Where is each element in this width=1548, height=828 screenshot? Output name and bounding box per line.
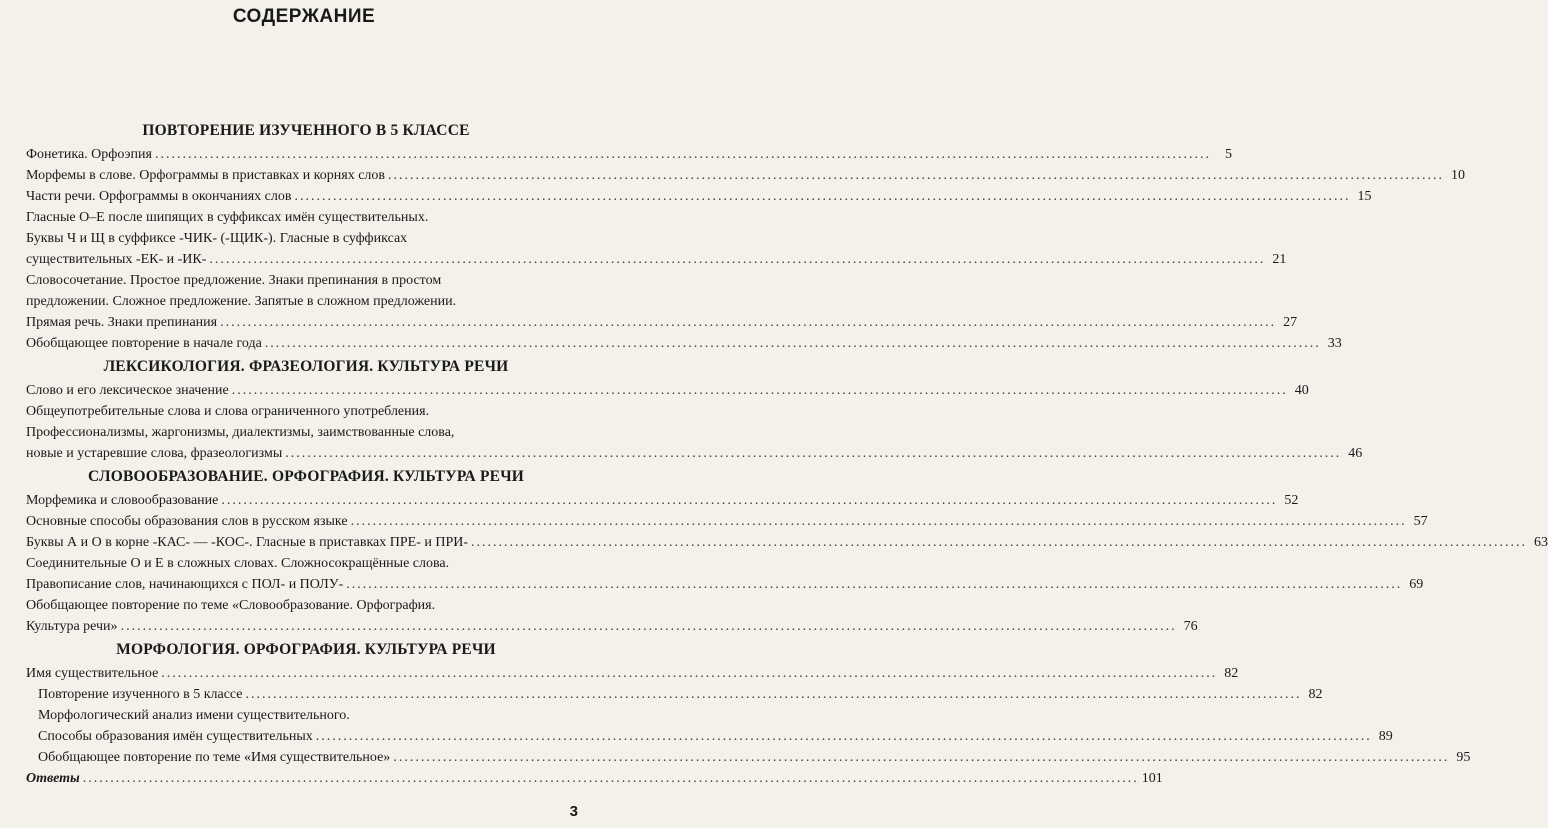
toc-entry-page: 89	[1378, 729, 1393, 744]
toc-entry-title: Обобщающее повторение по теме «Словообразование. Орфография.	[26, 598, 436, 613]
toc-entry-title: Имя существительное	[26, 666, 159, 681]
toc-entry-title: Основные способы образования слов в русском языке	[26, 514, 348, 529]
toc-entry-page: 52	[1284, 493, 1299, 508]
toc-entry-title: Буквы Ч и Щ в суффиксе -ЧИК- (-ЩИК-). Гласные в суффиксах	[26, 231, 408, 246]
toc-entry-title: Повторение изученного в 5 классе	[38, 687, 243, 702]
dot-leader	[83, 768, 1139, 789]
toc-entry[interactable]	[26, 401, 586, 422]
dot-leader	[161, 663, 1217, 684]
toc-entry-page: 40	[1294, 383, 1309, 398]
section-heading: МОРФОЛОГИЯ. ОРФОГРАФИЯ. КУЛЬТУРА РЕЧИ	[116, 641, 496, 658]
dot-leader	[246, 684, 1302, 705]
toc-entry-page: 101	[1141, 771, 1163, 786]
dot-leader	[294, 186, 1350, 207]
toc-entry-title: Морфемы в слове. Орфограммы в приставках и корнях слов	[26, 168, 386, 183]
toc-entry[interactable]	[26, 705, 586, 726]
toc-entry[interactable]	[26, 768, 1163, 789]
toc-entry-title: Профессионализмы, жаргонизмы, диалектизмы, заимствованные слова,	[26, 425, 455, 440]
toc-entry[interactable]	[26, 144, 1232, 165]
toc-entry-title: Соединительные О и Е в сложных словах. Сложносокращённые слова.	[26, 556, 450, 571]
toc-entry-title: Культура речи»	[26, 619, 118, 634]
dot-leader	[232, 380, 1288, 401]
dot-leader	[220, 312, 1276, 333]
dot-leader	[388, 165, 1444, 186]
toc-entry-page: 82	[1224, 666, 1239, 681]
dot-leader	[265, 333, 1321, 354]
toc-entry-page: 69	[1409, 577, 1424, 592]
toc-entry-title: предложении. Сложное предложение. Запятые в сложном предложении.	[26, 294, 457, 309]
dot-leader	[155, 144, 1211, 165]
toc-entry-title: Слово и его лексическое значение	[26, 383, 229, 398]
toc-entry[interactable]	[26, 270, 586, 291]
toc-entry[interactable]	[26, 553, 586, 574]
toc-entry-title: Обобщающее повторение в начале года	[26, 336, 262, 351]
toc-entry[interactable]	[26, 249, 1287, 270]
dot-leader	[471, 532, 1527, 553]
toc-entry[interactable]	[26, 333, 1342, 354]
toc-entry-title: Общеупотребительные слова и слова ограниченного употребления.	[26, 404, 430, 419]
toc-entry-page: 21	[1272, 252, 1287, 267]
toc-entry-page: 95	[1456, 750, 1471, 765]
toc-entry-title: Части речи. Орфограммы в окончаниях слов	[26, 189, 292, 204]
section-heading: ПОВТОРЕНИЕ ИЗУЧЕННОГО В 5 КЛАССЕ	[142, 122, 470, 139]
toc-entry-page: 63	[1534, 535, 1548, 550]
toc-entry-title: Способы образования имён существительных	[38, 729, 313, 744]
toc-entry-page: 46	[1348, 446, 1363, 461]
toc-entry[interactable]	[26, 574, 1424, 595]
toc-entry[interactable]	[26, 312, 1298, 333]
dot-leader	[346, 574, 1402, 595]
dot-leader	[121, 616, 1177, 637]
dot-leader	[316, 726, 1372, 747]
dot-leader	[221, 490, 1277, 511]
toc-entry[interactable]	[26, 511, 1428, 532]
toc-entry-title: Прямая речь. Знаки препинания	[26, 315, 218, 330]
toc-entry-title: Фонетика. Орфоэпия	[26, 147, 152, 162]
toc-entry[interactable]	[26, 380, 1309, 401]
toc-entry[interactable]	[26, 165, 1466, 186]
toc-entry-page: 10	[1451, 168, 1466, 183]
toc-entry-title: Буквы А и О в корне -КАС- — -КОС-. Гласные в приставках ПРЕ- и ПРИ-	[26, 535, 469, 550]
toc-entry-title: новые и устаревшие слова, фразеологизмы	[26, 446, 283, 461]
toc-entry-page: 15	[1357, 189, 1372, 204]
toc-entry[interactable]	[26, 186, 1372, 207]
dot-leader	[209, 249, 1265, 270]
page-title: СОДЕРЖАНИЕ	[232, 6, 376, 27]
dot-leader	[285, 443, 1341, 464]
toc-entry-title: Морфологический анализ имени существительного.	[38, 708, 350, 723]
toc-entry-title: Словосочетание. Простое предложение. Знаки препинания в простом	[26, 273, 442, 288]
toc-entry[interactable]	[26, 228, 586, 249]
toc-entry-title: существительных -ЕК- и -ИК-	[26, 252, 207, 267]
page-number: 3	[569, 803, 578, 820]
toc-entry[interactable]	[26, 532, 1548, 553]
toc-entry-title: Гласные О–Е после шипящих в суффиксах имён существительных.	[26, 210, 429, 225]
toc-entry[interactable]	[26, 726, 1393, 747]
toc-entry-page: 82	[1308, 687, 1323, 702]
toc-entry-title: Ответы	[26, 771, 80, 786]
toc-entry[interactable]	[26, 595, 586, 616]
toc-entry-title: Обобщающее повторение по теме «Имя существительное»	[38, 750, 391, 765]
toc-entry[interactable]	[26, 616, 1198, 637]
toc-entry[interactable]	[26, 684, 1323, 705]
table-of-contents	[26, 118, 1548, 789]
toc-entry[interactable]	[26, 291, 586, 312]
section-heading: ЛЕКСИКОЛОГИЯ. ФРАЗЕОЛОГИЯ. КУЛЬТУРА РЕЧИ	[103, 358, 509, 375]
toc-entry-title: Правописание слов, начинающихся с ПОЛ- и ПОЛУ-	[26, 577, 344, 592]
dot-leader	[393, 747, 1449, 768]
toc-entry-page: 57	[1413, 514, 1428, 529]
toc-entry[interactable]	[26, 490, 1299, 511]
toc-entry-title: Морфемика и словообразование	[26, 493, 219, 508]
toc-entry[interactable]	[26, 422, 586, 443]
toc-entry[interactable]	[26, 747, 1471, 768]
toc-entry-page: 33	[1327, 336, 1342, 351]
section-heading: СЛОВООБРАЗОВАНИЕ. ОРФОГРАФИЯ. КУЛЬТУРА РЕЧИ	[87, 468, 525, 485]
dot-leader	[351, 511, 1407, 532]
toc-entry-page: 76	[1183, 619, 1198, 634]
toc-entry[interactable]	[26, 207, 586, 228]
toc-entry[interactable]	[26, 443, 1363, 464]
toc-entry-page: 27	[1283, 315, 1298, 330]
toc-entry[interactable]	[26, 663, 1239, 684]
toc-entry-page: 5	[1224, 147, 1232, 162]
